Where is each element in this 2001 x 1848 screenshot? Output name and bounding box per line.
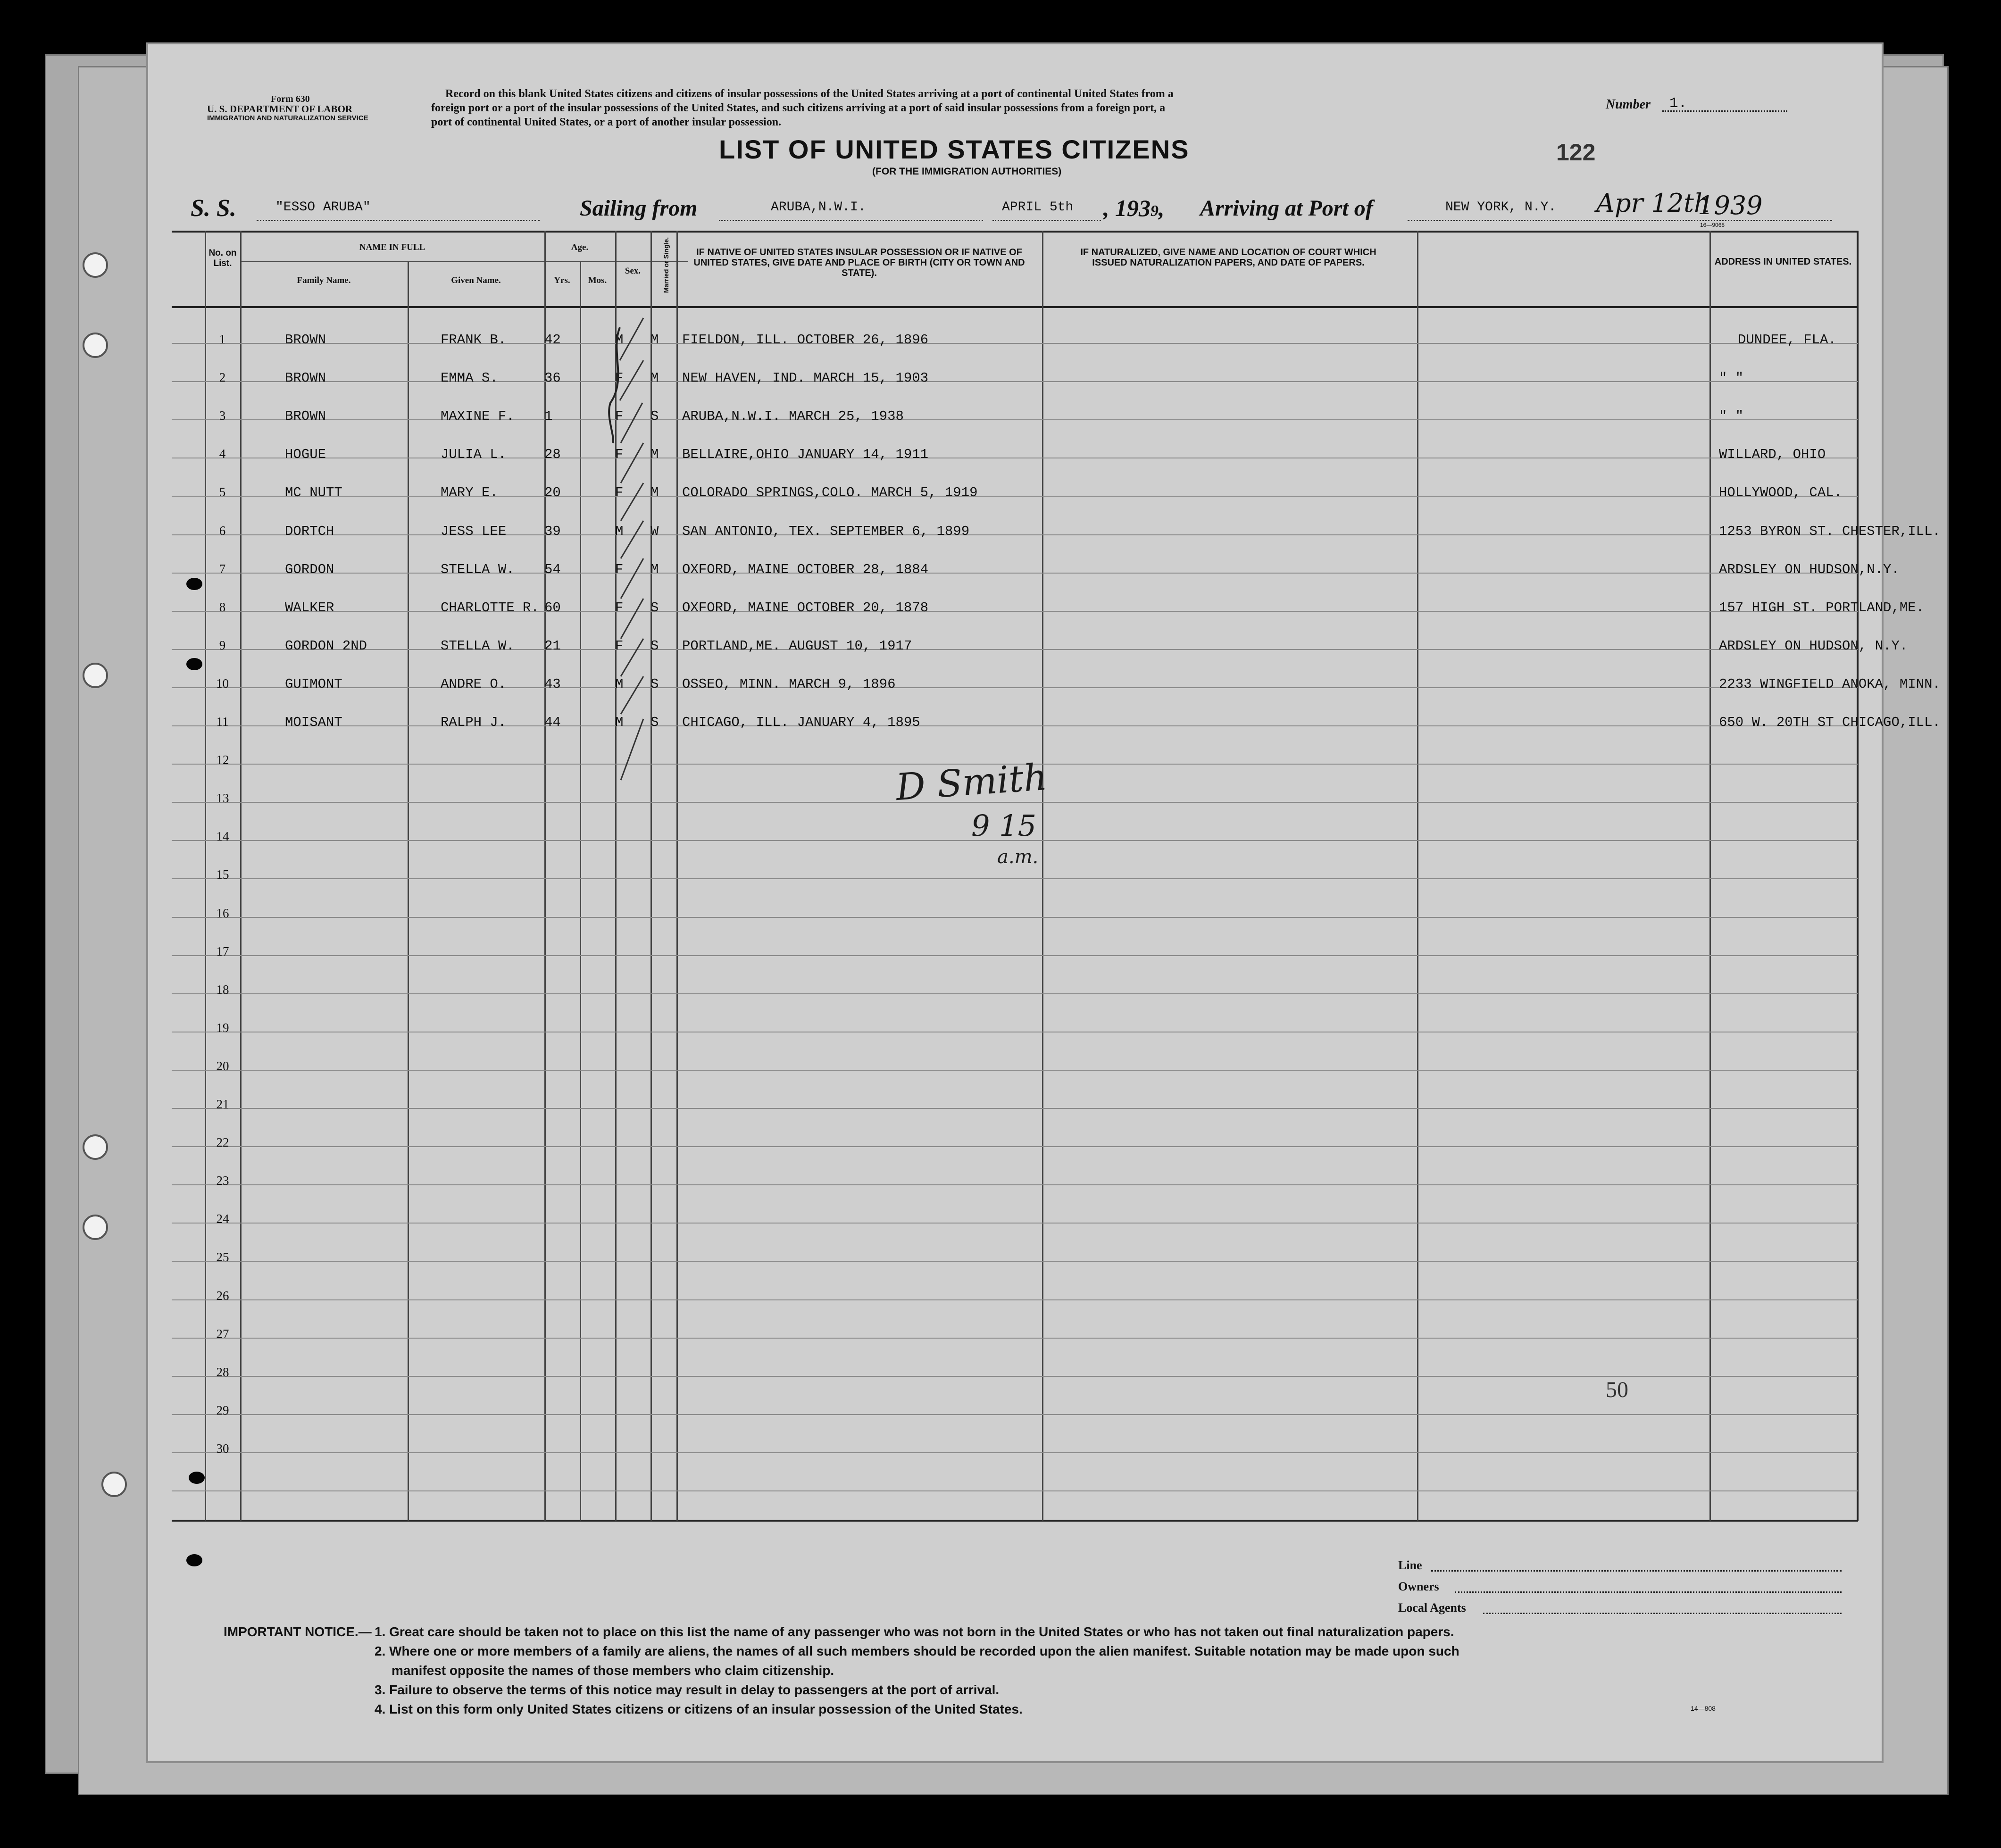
header-given-name: Given Name. [451, 275, 501, 285]
arrival-year-handwritten: 1939 [1698, 191, 1763, 220]
ship-name-underline [257, 220, 540, 221]
col-rule-11 [1709, 231, 1711, 1521]
cell-ms: S [650, 408, 659, 425]
cell-given: JESS LEE [441, 523, 507, 539]
local-agents-field [1483, 1613, 1842, 1614]
cell-no: 5 [219, 485, 226, 499]
cell-birth: OXFORD, MAINE OCTOBER 20, 1878 [682, 599, 929, 616]
form-number: Form 630 [271, 94, 310, 104]
notice-item-2: 2. Where one or more members of a family are aliens, the names of all such members should be recorded upon the alien manifest. Suitable notation may be made upon such [375, 1644, 1459, 1658]
cell-family: GUIMONT [285, 676, 342, 692]
cell-ms: M [650, 485, 659, 501]
row-rule [172, 1414, 1858, 1415]
cell-ms: W [650, 523, 659, 539]
inspection-time: 9 15 [971, 808, 1037, 843]
cell-yrs: 43 [544, 676, 561, 692]
cell-sex: F [615, 370, 624, 386]
print-code: 16—9068 [1700, 222, 1725, 228]
cell-no: 10 [216, 676, 229, 691]
cell-sex: M [615, 332, 624, 348]
row-rule [172, 419, 1858, 420]
empty-row-number: 28 [216, 1365, 229, 1379]
cell-yrs: 42 [544, 332, 561, 348]
header-no-on-list: No. on List. [208, 248, 237, 268]
row-rule [172, 573, 1858, 574]
instruction-line-3: port of continental United States, or a port of another insular possession. [431, 116, 782, 128]
header-married-single: Married or Single. [662, 237, 670, 293]
cell-yrs: 1 [544, 408, 553, 425]
header-birthplace: IF NATIVE OF UNITED STATES INSULAR POSSESSION OR IF NATIVE OF UNITED STATES, GIVE DATE AND PLACE OF BIRTH (CITY OR TOWN AND STATE). [693, 247, 1025, 278]
row-rule [172, 381, 1858, 382]
cell-birth: OXFORD, MAINE OCTOBER 28, 1884 [682, 561, 929, 577]
header-yrs: Yrs. [554, 275, 570, 285]
cell-birth: FIELDON, ILL. OCTOBER 26, 1896 [682, 332, 929, 348]
table-right-border [1857, 231, 1859, 1521]
sailing-year: , 1939, [1103, 195, 1165, 221]
cell-ms: S [650, 676, 659, 692]
col-rule-5 [580, 261, 581, 1521]
binder-hole-3 [83, 663, 108, 688]
row-rule [172, 1261, 1858, 1262]
cell-address: DUNDEE, FLA. [1738, 332, 1836, 348]
cell-birth: CHICAGO, ILL. JANUARY 4, 1895 [682, 715, 920, 730]
page-title: LIST OF UNITED STATES CITIZENS [719, 134, 1190, 164]
service-name: IMMIGRATION AND NATURALIZATION SERVICE [207, 114, 368, 122]
number-value: 1. [1669, 95, 1687, 112]
header-age: Age. [571, 242, 589, 252]
empty-row-number: 12 [216, 753, 229, 767]
year-prefix: 193 [1115, 195, 1151, 221]
empty-row-number: 15 [216, 867, 229, 882]
row-rule [172, 1338, 1858, 1339]
row-rule [172, 534, 1858, 535]
inspector-signature: D Smith [894, 756, 1049, 809]
col-rule-2 [240, 231, 242, 1521]
cell-no: 7 [219, 561, 226, 576]
cell-given: RALPH J. [441, 715, 507, 730]
table-top-border [172, 231, 1858, 233]
cell-address: 650 W. 20TH ST CHICAGO,ILL. [1719, 715, 1941, 730]
cell-given: ANDRE O. [441, 676, 507, 692]
empty-row-number: 24 [216, 1212, 229, 1226]
cell-birth: NEW HAVEN, IND. MARCH 15, 1903 [682, 370, 929, 386]
cell-ms: S [650, 715, 659, 730]
line-field [1431, 1570, 1842, 1572]
binder-hole-4 [83, 1134, 108, 1160]
row-rule [172, 802, 1858, 803]
empty-row-number: 17 [216, 944, 229, 958]
arriving-port: NEW YORK, N.Y. [1445, 200, 1557, 215]
header-mos: Mos. [588, 275, 607, 285]
col-rule-1 [205, 231, 206, 1521]
cell-given: FRANK B. [441, 332, 507, 348]
notice-body [375, 1622, 1865, 1719]
cell-sex: F [615, 485, 624, 501]
notice-item-4: 4. List on this form only United States citizens or citizens of an insular possession of the United States. [375, 1702, 1023, 1716]
cell-address: ARDSLEY ON HUDSON,N.Y. [1719, 561, 1900, 577]
cell-address: " " [1719, 408, 1744, 425]
notice-item-2-cont: manifest opposite the names of those members who claim citizenship. [392, 1663, 834, 1678]
cell-yrs: 20 [544, 485, 561, 501]
header-address: ADDRESS IN UNITED STATES. [1714, 257, 1852, 267]
cell-sex: M [615, 523, 624, 539]
instruction-line-1: Record on this blank United States citizens and citizens of insular possessions of the United States arriving at a port of continental United States from a [445, 88, 1174, 100]
header-family-name: Family Name. [297, 275, 351, 285]
instruction-line-2: foreign port or a port of the insular possessions of the United States, and such citizens arriving at a port of said insular possessions from a foreign port, a [431, 102, 1166, 114]
cell-birth: OSSEO, MINN. MARCH 9, 1896 [682, 676, 896, 692]
cell-family: WALKER [285, 599, 334, 616]
cell-address: WILLARD, OHIO [1719, 447, 1826, 463]
cell-family: GORDON [285, 561, 334, 577]
cell-sex: F [615, 638, 624, 654]
cell-yrs: 36 [544, 370, 561, 386]
cell-family: HOGUE [285, 447, 326, 463]
cell-birth: BELLAIRE,OHIO JANUARY 14, 1911 [682, 447, 929, 463]
row-rule [172, 1376, 1858, 1377]
footer-code: 14—808 [1691, 1705, 1716, 1712]
cell-birth: COLORADO SPRINGS,COLO. MARCH 5, 1919 [682, 485, 978, 501]
row-rule [172, 1490, 1858, 1491]
owners-label: Owners [1398, 1580, 1439, 1593]
row-rule [172, 687, 1858, 688]
punch-mark-3 [189, 1472, 205, 1484]
cell-address: 157 HIGH ST. PORTLAND,ME. [1719, 599, 1925, 616]
cell-address: ARDSLEY ON HUDSON, N.Y. [1719, 638, 1908, 654]
cell-ms: M [650, 561, 659, 577]
page-subtitle: (FOR THE IMMIGRATION AUTHORITIES) [872, 166, 1062, 177]
number-label: Number [1606, 97, 1651, 112]
cell-yrs: 21 [544, 638, 561, 654]
col-rule-10 [1417, 231, 1418, 1521]
empty-row-number: 26 [216, 1288, 229, 1303]
cell-yrs: 39 [544, 523, 561, 539]
notice-title: IMPORTANT NOTICE.— [224, 1624, 372, 1639]
cell-family: MOISANT [285, 715, 342, 730]
cell-family: BROWN [285, 370, 326, 386]
cell-birth: SAN ANTONIO, TEX. SEPTEMBER 6, 1899 [682, 523, 970, 539]
cell-given: MARY E. [441, 485, 498, 501]
department-name: U. S. DEPARTMENT OF LABOR [207, 103, 353, 115]
notice-item-1: 1. Great care should be taken not to place on this list the name of any passenger who was not born in the United States or who has not taken out final naturalization papers. [375, 1624, 1454, 1639]
cell-no: 4 [219, 447, 226, 461]
cell-no: 11 [216, 715, 229, 729]
col-rule-3 [408, 261, 409, 1521]
empty-row-number: 19 [216, 1020, 229, 1035]
row-rule [172, 725, 1858, 726]
header-sex: Sex. [625, 266, 641, 276]
arriving-label: Arriving at Port of [1200, 196, 1373, 221]
row-rule [172, 1299, 1858, 1300]
cell-yrs: 54 [544, 561, 561, 577]
cell-no: 2 [219, 370, 226, 385]
sailing-from-label: Sailing from [580, 196, 698, 221]
cell-sex: M [615, 676, 624, 692]
binder-hole-6 [101, 1472, 127, 1497]
row-rule [172, 1108, 1858, 1109]
cell-yrs: 28 [544, 447, 561, 463]
col-rule-4 [544, 231, 546, 1521]
cell-sex: F [615, 599, 624, 616]
punch-mark-1 [186, 578, 202, 590]
empty-row-number: 25 [216, 1250, 229, 1265]
cell-yrs: 60 [544, 599, 561, 616]
punch-mark-4 [186, 1554, 202, 1566]
ship-name: "ESSO ARUBA" [275, 200, 371, 215]
row-rule [172, 496, 1858, 497]
empty-row-number: 23 [216, 1174, 229, 1188]
sailing-from-port: ARUBA,N.W.I. [771, 200, 866, 215]
empty-row-number: 30 [216, 1441, 229, 1456]
cell-ms: S [650, 638, 659, 654]
cell-given: STELLA W. [441, 638, 515, 654]
cell-address: HOLLYWOOD, CAL. [1719, 485, 1843, 501]
cell-given: CHARLOTTE R. [441, 599, 539, 616]
cell-family: GORDON 2ND [285, 638, 367, 654]
notice-item-3: 3. Failure to observe the terms of this notice may result in delay to passengers at the port of arrival. [375, 1682, 1000, 1697]
sailing-from-underline [719, 220, 983, 221]
row-rule [172, 955, 1858, 956]
owners-field [1455, 1591, 1842, 1593]
binder-hole-5 [83, 1215, 108, 1240]
manifest-sheet [146, 42, 1941, 1763]
empty-row-number: 14 [216, 829, 229, 844]
cell-no: 6 [219, 523, 226, 538]
cell-sex: F [615, 408, 624, 425]
empty-row-number: 18 [216, 982, 229, 997]
sex-tick-marks [615, 308, 686, 827]
arriving-port-underline [1408, 220, 1832, 221]
stamp-number: 50 [1606, 1377, 1628, 1402]
row-rule [172, 1146, 1858, 1147]
row-rule [172, 1452, 1858, 1453]
cell-given: MAXINE F. [441, 408, 515, 425]
name-subheader-line [240, 261, 688, 262]
line-label: Line [1398, 1558, 1422, 1572]
cell-ms: M [650, 370, 659, 386]
number-underline [1662, 110, 1787, 112]
binder-hole-1 [83, 252, 108, 278]
cell-family: BROWN [285, 408, 326, 425]
row-rule [172, 649, 1858, 650]
cell-family: MC NUTT [285, 485, 342, 501]
cell-sex: F [615, 561, 624, 577]
empty-row-number: 29 [216, 1403, 229, 1417]
cell-address: 2233 WINGFIELD ANOKA, MINN. [1719, 676, 1941, 692]
inspection-time-suffix: a.m. [997, 846, 1039, 868]
row-rule [172, 611, 1858, 612]
row-rule [172, 343, 1858, 344]
row-rule [172, 1223, 1858, 1224]
page-number-stamp: 122 [1556, 139, 1596, 166]
row-rule [172, 878, 1858, 879]
header-bottom-border [172, 306, 1858, 308]
cell-ms: S [650, 599, 659, 616]
punch-mark-2 [186, 658, 202, 670]
empty-row-number: 21 [216, 1097, 229, 1111]
instructions [431, 87, 1705, 129]
row-rule [172, 993, 1858, 994]
cell-no: 9 [219, 638, 226, 652]
row-rule [172, 1184, 1858, 1185]
cell-yrs: 44 [544, 715, 561, 730]
table-bottom-border [172, 1520, 1858, 1522]
cell-sex: F [615, 447, 624, 463]
cell-birth: ARUBA,N.W.I. MARCH 25, 1938 [682, 408, 904, 425]
row-rule [172, 917, 1858, 918]
sailing-date: APRIL 5th [1002, 200, 1074, 215]
binder-hole-2 [83, 333, 108, 358]
row-rule [172, 1070, 1858, 1071]
cell-family: DORTCH [285, 523, 334, 539]
cell-address: 1253 BYRON ST. CHESTER,ILL. [1719, 523, 1941, 539]
col-rule-9 [1042, 231, 1043, 1521]
empty-row-number: 20 [216, 1058, 229, 1073]
sailing-date-underline [992, 220, 1101, 221]
arrival-date-handwritten: Apr 12th [1596, 188, 1710, 218]
cell-ms: M [650, 447, 659, 463]
cell-no: 3 [219, 408, 226, 423]
cell-family: BROWN [285, 332, 326, 348]
cell-birth: PORTLAND,ME. AUGUST 10, 1917 [682, 638, 912, 654]
cell-no: 1 [219, 332, 226, 346]
cell-sex: M [615, 715, 624, 730]
cell-given: EMMA S. [441, 370, 498, 386]
ss-label: S. S. [191, 195, 236, 222]
empty-row-number: 16 [216, 906, 229, 920]
empty-row-number: 22 [216, 1135, 229, 1150]
cell-ms: M [650, 332, 659, 348]
header-name-in-full: NAME IN FULL [359, 242, 425, 252]
cell-address: " " [1719, 370, 1744, 386]
header-naturalized: IF NATURALIZED, GIVE NAME AND LOCATION OF COURT WHICH ISSUED NATURALIZATION PAPERS, AND DATE OF PAPERS. [1080, 247, 1376, 268]
cell-given: JULIA L. [441, 447, 507, 463]
year-suffix: 9 [1151, 202, 1159, 220]
cell-no: 8 [219, 599, 226, 614]
empty-row-number: 27 [216, 1326, 229, 1341]
cell-given: STELLA W. [441, 561, 515, 577]
empty-row-number: 13 [216, 791, 229, 806]
local-agents-label: Local Agents [1398, 1601, 1466, 1615]
